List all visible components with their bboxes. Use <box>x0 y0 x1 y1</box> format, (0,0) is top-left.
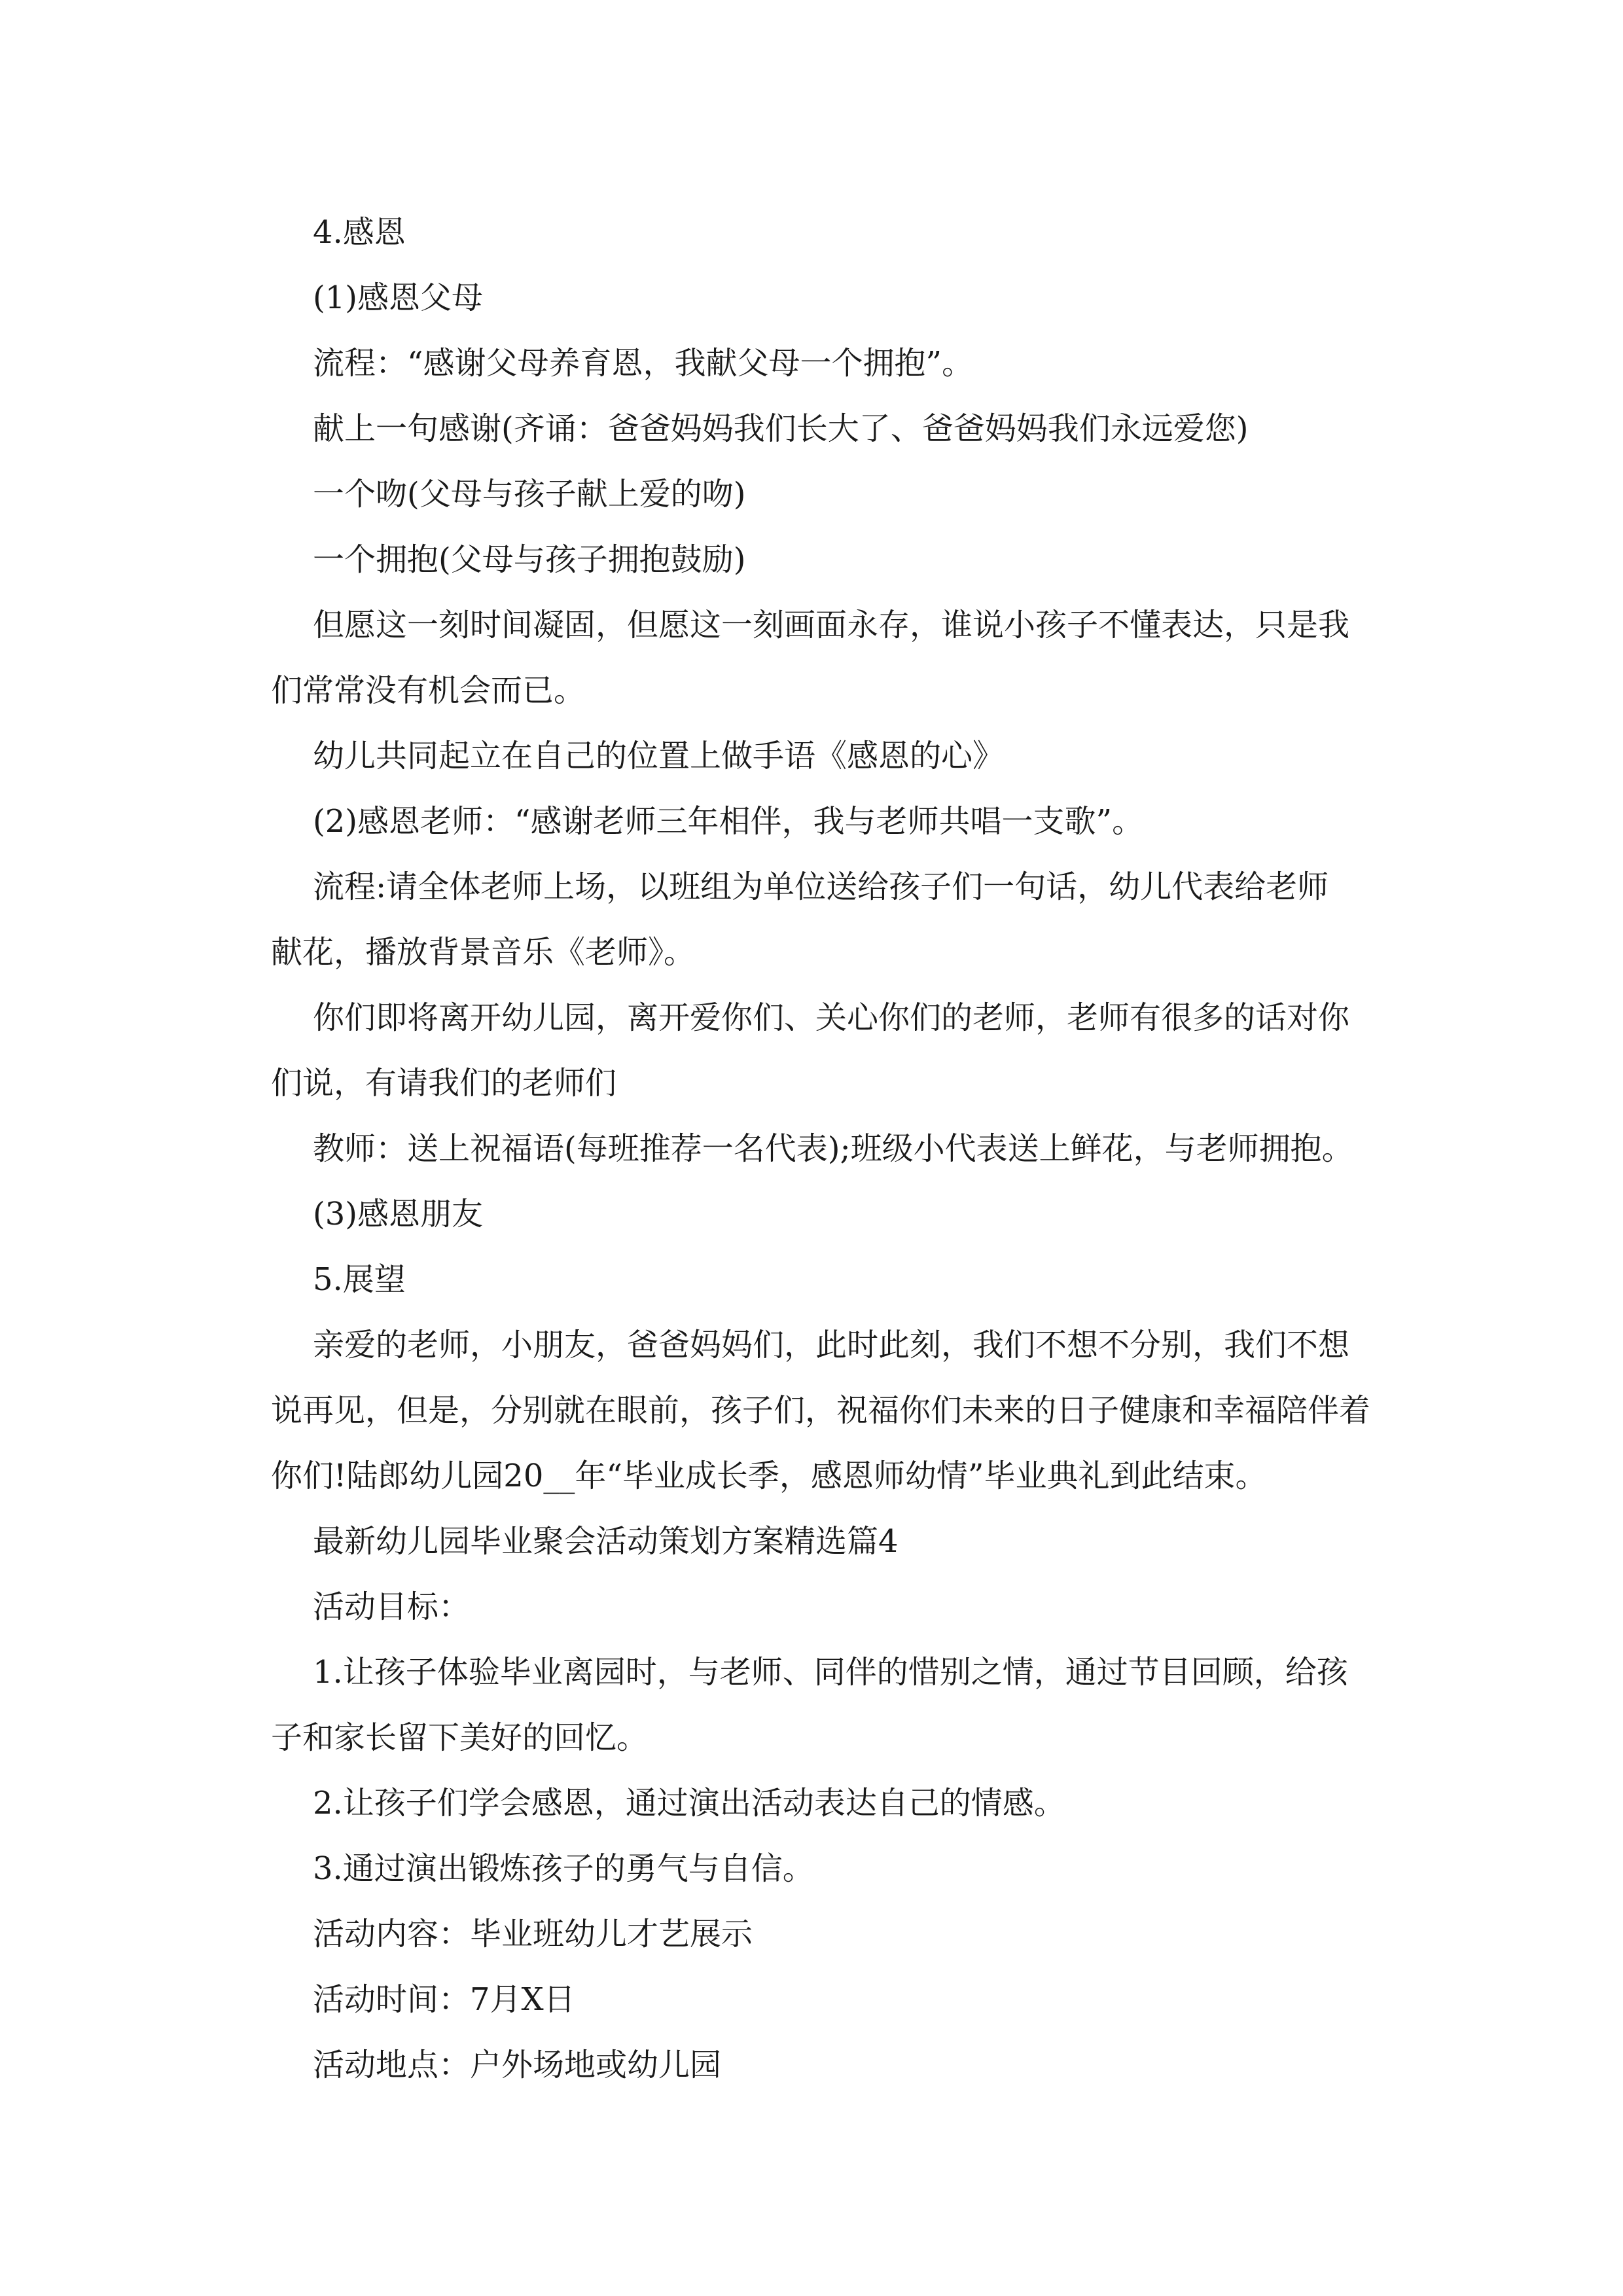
text-line: (2)感恩老师：“感谢老师三年相伴，我与老师共唱一支歌”。 <box>313 803 1144 840</box>
text-line: 2.让孩子们学会感恩，通过演出活动表达自己的情感。 <box>313 1785 1065 1821</box>
text-line: (3)感恩朋友 <box>313 1196 483 1232</box>
text-line: 一个吻(父母与孩子献上爱的吻) <box>313 476 746 512</box>
document-body <box>271 200 1399 2098</box>
text-line: 你们!陆郎幼儿园20__年“毕业成长季，感恩师幼情”毕业典礼到此结束。 <box>271 1458 1267 1494</box>
text-line: 子和家长留下美好的回忆。 <box>271 1719 649 1756</box>
text-line: 教师：送上祝福语(每班推荐一名代表);班级小代表送上鲜花，与老师拥抱。 <box>313 1130 1353 1167</box>
text-line: 你们即将离开幼儿园，离开爱你们、关心你们的老师，老师有很多的话对你 <box>313 999 1350 1036</box>
paragraph-sign-language <box>313 723 1399 789</box>
label-activity-goals <box>313 1574 1399 1640</box>
heading-outlook <box>313 1247 1399 1312</box>
heading-gratitude <box>313 200 1399 265</box>
text-line: 活动内容：毕业班幼儿才艺展示 <box>313 1916 753 1952</box>
text-line: 但愿这一刻时间凝固，但愿这一刻画面永存，谁说小孩子不懂表达，只是我 <box>313 607 1350 643</box>
text-line: 流程:请全体老师上场，以班组为单位送给孩子们一句话，幼儿代表给老师 <box>313 869 1329 905</box>
text-line: 流程：“感谢父母养育恩，我献父母一个拥抱”。 <box>313 345 974 382</box>
activity-location <box>313 2032 1399 2098</box>
subheading-thank-friends <box>313 1181 1399 1247</box>
activity-content <box>313 1901 1399 1967</box>
text-line: 活动地点：户外场地或幼儿园 <box>313 2047 722 2083</box>
activity-time <box>313 1967 1399 2032</box>
text-line: 献花，播放背景音乐《老师》。 <box>271 934 696 971</box>
goal-item-3 <box>313 1836 1399 1901</box>
text-line: 活动时间：7月X日 <box>313 1981 575 2018</box>
paragraph-moment <box>271 592 1399 723</box>
text-line: 献上一句感谢(齐诵：爸爸妈妈我们长大了、爸爸妈妈我们永远爱您) <box>313 410 1249 447</box>
text-line: 1.让孩子体验毕业离园时，与老师、同伴的惜别之情，通过节目回顾，给孩 <box>313 1654 1348 1691</box>
text-line: 一个拥抱(父母与孩子拥抱鼓励) <box>313 541 746 578</box>
subheading-thank-parents <box>313 265 1399 331</box>
paragraph-recitation <box>313 396 1399 461</box>
text-line: 5.展望 <box>313 1261 406 1298</box>
paragraph-process <box>313 331 1399 396</box>
goal-item-2 <box>313 1770 1399 1836</box>
text-line: 亲爱的老师，小朋友，爸爸妈妈们，此时此刻，我们不想不分别，我们不想 <box>313 1327 1350 1363</box>
text-line: 幼儿共同起立在自己的位置上做手语《感恩的心》 <box>313 738 1005 774</box>
text-line: 4.感恩 <box>313 214 406 251</box>
text-line: 3.通过演出锻炼孩子的勇气与自信。 <box>313 1850 814 1887</box>
goal-item-1 <box>271 1640 1399 1770</box>
paragraph-leaving <box>271 985 1399 1116</box>
text-line: 最新幼儿园毕业聚会活动策划方案精选篇4 <box>313 1523 899 1560</box>
section-title-plan-4 <box>313 1509 1399 1574</box>
text-line: 们说，有请我们的老师们 <box>271 1065 617 1102</box>
paragraph-teacher-process <box>271 854 1399 985</box>
text-line: (1)感恩父母 <box>313 279 483 316</box>
paragraph-teacher-blessing <box>313 1116 1399 1181</box>
text-line: 说再见，但是，分别就在眼前，孩子们，祝福你们未来的日子健康和幸福陪伴着 <box>271 1392 1371 1429</box>
subheading-thank-teachers <box>313 789 1399 854</box>
paragraph-hug <box>313 527 1399 592</box>
text-line: 活动目标： <box>313 1588 471 1625</box>
paragraph-farewell <box>271 1312 1399 1509</box>
paragraph-kiss <box>313 461 1399 527</box>
text-line: 们常常没有机会而已。 <box>271 672 586 709</box>
